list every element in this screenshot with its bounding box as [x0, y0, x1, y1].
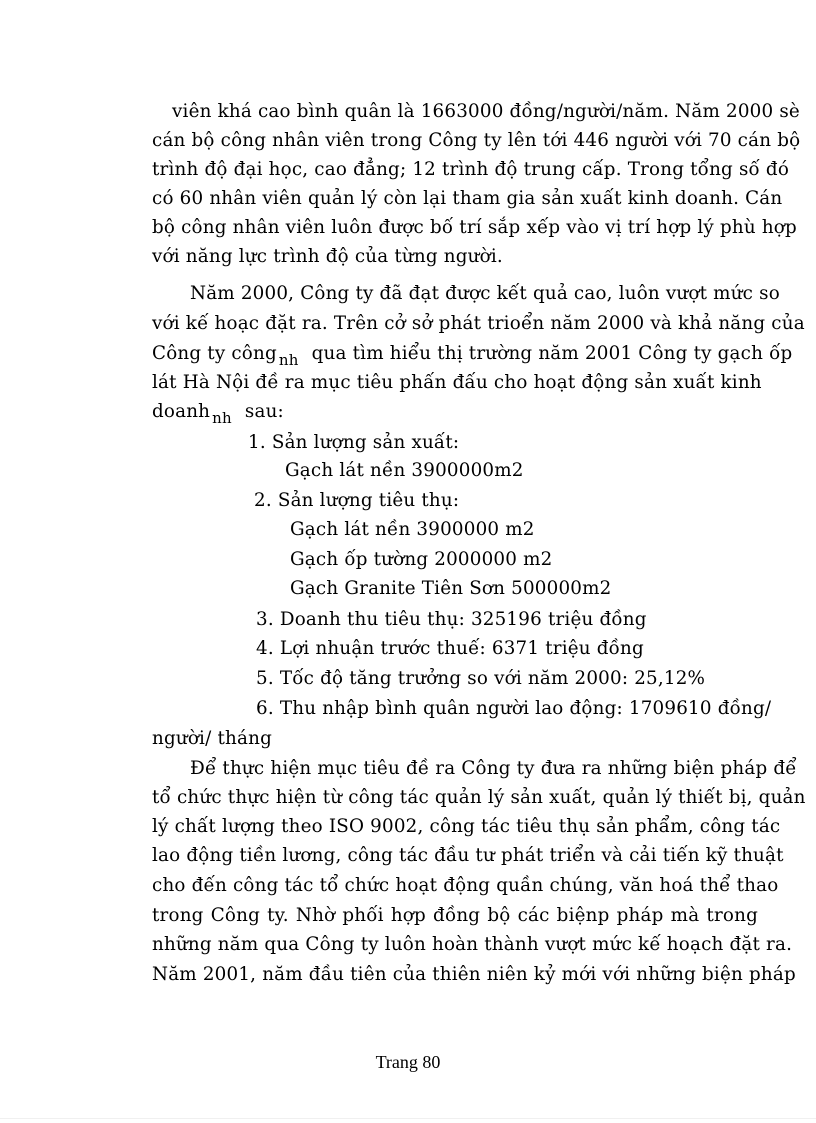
target-item: 3. Doanh thu tiêu thụ: 325196 triệu đồng — [256, 609, 647, 630]
paragraph-line — [152, 401, 284, 427]
subscript-fragment: nh — [212, 409, 232, 427]
target-item: 5. Tốc độ tăng trưởng so với năm 2000: 25,12% — [256, 668, 706, 689]
text-segment: qua tìm hiểu thị trường năm 2001 Công ty gạch ốp — [311, 343, 793, 364]
paragraph-line: trình độ đại học, cao đẳng; 12 trình độ trung cấp. Trong tổng số đó — [152, 159, 790, 180]
paragraph-line: cho đến công tác tổ chức hoạt động quần chúng, văn hoá thể thao — [152, 875, 779, 896]
paragraph-line: trong Công ty. Nhờ phối hợp đồng bộ các biệnp pháp mà trong — [152, 905, 758, 926]
text-segment: doanh — [152, 401, 211, 422]
paragraph-line: viên khá cao bình quân là 1663000 đồng/người/năm. Năm 2000 sè — [172, 101, 800, 122]
paragraph-line: lao động tiền lương, công tác đầu tư phát triển và cải tiến kỹ thuật — [152, 845, 784, 866]
target-subitem: Gạch Granite Tiên Sơn 500000m2 — [290, 578, 612, 599]
subscript-fragment: nh — [278, 351, 299, 369]
paragraph-line: với năng lực trình độ của từng người. — [152, 246, 503, 267]
paragraph-line: Năm 2000, Công ty đã đạt được kết quả cao, luôn vượt mức so — [190, 283, 780, 304]
paragraph-line: tổ chức thực hiện từ công tác quản lý sản xuất, quản lý thiết bị, quản — [152, 787, 806, 808]
target-subitem: Gạch lát nền 3900000 m2 — [290, 519, 535, 540]
paragraph-line — [152, 343, 793, 369]
page-edge-divider — [0, 1118, 816, 1119]
target-item: 4. Lợi nhuận trước thuế: 6371 triệu đồng — [256, 638, 644, 659]
target-item: 1. Sản lượng sản xuất: — [248, 432, 460, 453]
page-number: Trang 80 — [375, 1052, 441, 1072]
paragraph-line: bộ công nhân viên luôn được bố trí sắp xếp vào vị trí hợp lý phù hợp — [152, 217, 797, 238]
target-item: 2. Sản lượng tiêu thụ: — [254, 490, 460, 511]
paragraph-line: những năm qua Công ty luôn hoàn thành vượt mức kế hoạch đặt ra. — [152, 934, 793, 955]
paragraph-line: với kế hoạc đặt ra. Trên cở sở phát trioển năm 2000 và khả năng của — [152, 313, 805, 334]
paragraph-line: Năm 2001, năm đầu tiên của thiên niên kỷ mới với những biện pháp — [152, 964, 796, 985]
paragraph-line: có 60 nhân viên quản lý còn lại tham gia sản xuất kinh doanh. Cán — [152, 188, 783, 209]
target-subitem: Gạch ốp tường 2000000 m2 — [290, 549, 553, 570]
target-subitem: Gạch lát nền 3900000m2 — [285, 460, 524, 481]
target-item: 6. Thu nhập bình quân người lao động: 1709610 đồng/ — [256, 698, 772, 719]
text-segment: sau: — [244, 401, 284, 422]
paragraph-line: cán bộ công nhân viên trong Công ty lên tới 446 người với 70 cán bộ — [152, 130, 801, 151]
paragraph-line: Để thực hiện mục tiêu đề ra Công ty đưa ra những biện pháp để — [190, 758, 797, 779]
paragraph-line: lý chất lượng theo ISO 9002, công tác tiêu thụ sản phẩm, công tác — [152, 816, 781, 837]
text-segment: Công ty công — [152, 343, 277, 364]
target-item-continuation: người/ tháng — [152, 728, 272, 749]
paragraph-line: lát Hà Nội đề ra mục tiêu phấn đấu cho hoạt động sản xuất kinh — [152, 372, 762, 393]
